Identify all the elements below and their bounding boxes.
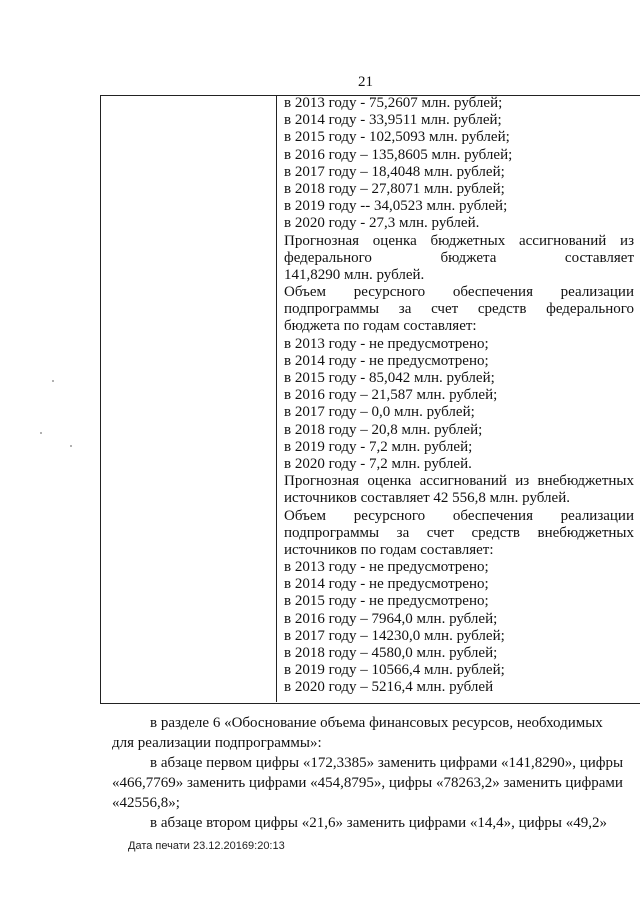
table-line: в 2014 году - не предусмотрено; — [284, 352, 489, 369]
table-line: бюджета по годам составляет: — [284, 318, 477, 335]
table-line: в 2015 году - не предусмотрено; — [284, 593, 489, 610]
table-line: Прогнозная оценка бюджетных ассигнований из — [284, 232, 634, 249]
scan-speck — [52, 380, 54, 382]
table-line: федерального бюджета составляет — [284, 249, 634, 266]
page-number: 21 — [358, 74, 373, 90]
table-line: в 2014 году - не предусмотрено; — [284, 576, 489, 593]
table-line: в 2017 году – 0,0 млн. рублей; — [284, 404, 475, 421]
table-line: в 2017 году – 18,4048 млн. рублей; — [284, 163, 505, 180]
table-line: Объем ресурсного обеспечения реализации — [284, 284, 634, 301]
body-paragraph-line: «42556,8»; — [112, 795, 180, 811]
table-line: подпрограммы за счет средств внебюджетных — [284, 524, 634, 541]
body-paragraph-line: «466,7769» заменить цифрами «454,8795», цифры «78263,2» заменить цифрами — [112, 775, 623, 791]
table-line: в 2015 году - 85,042 млн. рублей; — [284, 370, 495, 386]
table-line: Объем ресурсного обеспечения реализации — [284, 507, 634, 524]
table-line: в 2018 году – 20,8 млн. рублей; — [284, 421, 483, 438]
table-line: в 2019 году -- 34,0523 млн. рублей; — [284, 198, 508, 215]
body-paragraph-line: в абзаце первом цифры «172,3385» заменить цифрами «141,8290», цифры — [150, 755, 624, 771]
table-line: в 2018 году – 4580,0 млн. рублей; — [284, 645, 498, 661]
table-line: в 2020 году - 7,2 млн. рублей. — [284, 455, 472, 472]
table-line: в 2014 году - 33,9511 млн. рублей; — [284, 112, 502, 129]
table-line: в 2020 году – 5216,4 млн. рублей — [284, 679, 494, 696]
table-line: в 2016 году – 135,8605 млн. рублей; — [284, 146, 513, 163]
table-column-divider — [276, 95, 277, 702]
body-paragraph-line: в абзаце втором цифры «21,6» заменить цифрами «14,4», цифры «49,2» — [150, 815, 608, 831]
print-date-footer: Дата печати 23.12.20169:20:13 — [128, 840, 285, 852]
table-line: в 2018 году – 27,8071 млн. рублей; — [284, 180, 505, 197]
funding-details-cell — [284, 95, 634, 697]
table-line: подпрограммы за счет средств федерального — [284, 301, 634, 318]
table-line: в 2015 году - 102,5093 млн. рублей; — [284, 129, 510, 146]
table-line: источников по годам составляет: — [284, 541, 494, 558]
scan-speck — [70, 445, 72, 447]
table-line: в 2016 году – 7964,0 млн. рублей; — [284, 610, 498, 627]
table-line: в 2019 году – 10566,4 млн. рублей; — [284, 662, 505, 679]
table-line: источников составляет 42 556,8 млн. рублей. — [284, 490, 570, 507]
table-line: в 2013 году - не предусмотрено; — [284, 335, 489, 352]
body-paragraph-line: в разделе 6 «Обоснование объема финансовых ресурсов, необходимых — [150, 715, 603, 731]
table-line: в 2013 году - 75,2607 млн. рублей; — [284, 95, 503, 111]
table-line: в 2020 году - 27,3 млн. рублей. — [284, 215, 480, 232]
table-line: в 2019 году - 7,2 млн. рублей; — [284, 438, 473, 455]
table-line: 141,8290 млн. рублей. — [284, 266, 425, 283]
body-paragraph-line: для реализации подпрограммы»: — [112, 735, 322, 751]
table-line: в 2017 году – 14230,0 млн. рублей; — [284, 627, 505, 644]
scan-speck — [40, 432, 42, 434]
table-line: в 2016 году – 21,587 млн. рублей; — [284, 387, 498, 404]
table-line: Прогнозная оценка ассигнований из внебюджетных — [284, 473, 634, 490]
table-line: в 2013 году - не предусмотрено; — [284, 559, 489, 576]
